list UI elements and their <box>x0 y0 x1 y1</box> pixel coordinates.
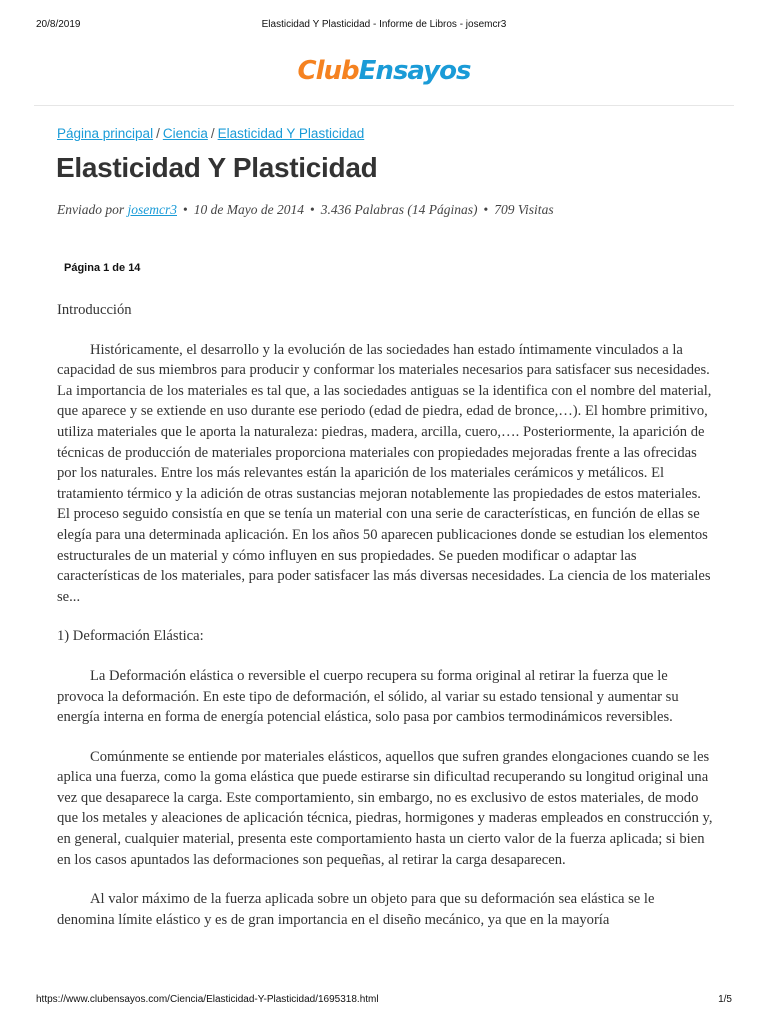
document-meta <box>57 202 554 218</box>
author-link[interactable]: josemcr3 <box>127 202 177 217</box>
print-document-title: Elasticidad Y Plasticidad - Informe de Libros - josemcr3 <box>261 19 507 30</box>
breadcrumb <box>57 126 364 141</box>
word-count: 3.436 Palabras (14 Páginas) <box>320 202 478 217</box>
breadcrumb-separator: / <box>156 126 160 141</box>
section1-paragraph-2: Comúnmente se entiende por materiales elásticos, aquellos que sufren grandes elongaciones cuando se les aplica una fuerza, como la goma elástica que puede estirarse sin dificultad recuperando su longitud original una vez que desaparece la carga. Este comportamiento, sin embargo, no es exclusivo de estos materiales, de modo que los metales y aleaciones de aplicación técnica, piedras, hormigones y maderas empleados en construcción y, en general, cualquier material, presenta este comportamiento hasta un cierto valor de la fuerza aplicada; si bien en los casos apuntados las deformaciones son pequeñas, al retirar la carga desaparecen. <box>57 748 713 868</box>
intro-heading: Introducción <box>57 302 132 318</box>
print-header <box>0 0 768 30</box>
sent-by-label: Enviado por <box>57 202 125 217</box>
print-url: https://www.clubensayos.com/Ciencia/Elasticidad-Y-Plasticidad/1695318.html <box>36 994 379 1005</box>
document-content <box>57 300 713 930</box>
section1-paragraph-1: La Deformación elástica o reversible el cuerpo recupera su forma original al retirar la fuerza que le provoca la deformación. En este tipo de deformación, el sólido, al variar su estado tensional y aumentar su energía interna en forma de energía potencial elástica, solo pasa por cambios termodinámicos reversibles. <box>57 667 679 726</box>
logo-club: Club <box>297 56 359 86</box>
page-indicator: Página 1 de 14 <box>64 262 141 274</box>
site-logo[interactable] <box>0 56 768 86</box>
breadcrumb-home-link[interactable]: Página principal <box>57 126 154 141</box>
breadcrumb-current-link[interactable]: Elasticidad Y Plasticidad <box>217 126 365 141</box>
meta-separator: • <box>483 202 489 217</box>
logo-ensayos: Ensayos <box>358 56 471 86</box>
header-divider <box>34 105 734 106</box>
page-title: Elasticidad Y Plasticidad <box>56 152 378 183</box>
breadcrumb-category-link[interactable]: Ciencia <box>162 126 208 141</box>
publish-date: 10 de Mayo de 2014 <box>193 202 304 217</box>
print-page-count: 1/5 <box>718 994 732 1005</box>
breadcrumb-separator: / <box>210 126 215 141</box>
section1-paragraph-3: Al valor máximo de la fuerza aplicada sobre un objeto para que su deformación sea elástica se le denomina límite elástico y es de gran importancia en el diseño mecánico, ya que en la mayoría <box>57 891 655 928</box>
print-date: 20/8/2019 <box>36 19 81 30</box>
visit-count: 709 Visitas <box>494 202 554 217</box>
meta-separator: • <box>183 202 188 217</box>
section1-heading: 1) Deformación Elástica: <box>57 628 204 645</box>
meta-separator: • <box>309 202 315 217</box>
intro-paragraph: Históricamente, el desarrollo y la evolución de las sociedades han estado íntimamente vinculados a la capacidad de sus miembros para producir y conformar los materiales necesarios para satisfacer sus necesidades. La importancia de los materiales es tal que, a las sociedades antiguas se la identifica con el nombre del material, que aparece y se extiende en uso durante ese periodo (edad de piedra, edad de bronce,…). El hombre primitivo, utiliza materiales que le aporta la naturaleza: piedras, madera, arcilla, cuero,…. Posteriormente, la aparición de técnicas de producción de materiales proporciona materiales con propiedades mejoradas frente a las ofrecidas por los naturales. Entre los más relevantes están la aparición de los materiales cerámicos y metálicos. El tratamiento térmico y la adición de otras sustancias mejoran notablemente las propiedades de estos materiales. El proceso seguido consistía en que se tenía un material con una serie de características, en función de ellas se elegía para una determinada aplicación. En los años 50 aparecen publicaciones donde se estudian los elementos estructurales de un material y cómo influyen en sus propiedades. Se pueden modificar o adaptar las características de los materiales, para poder satisfacer las más diversas necesidades. La ciencia de los materiales se... <box>57 341 712 605</box>
